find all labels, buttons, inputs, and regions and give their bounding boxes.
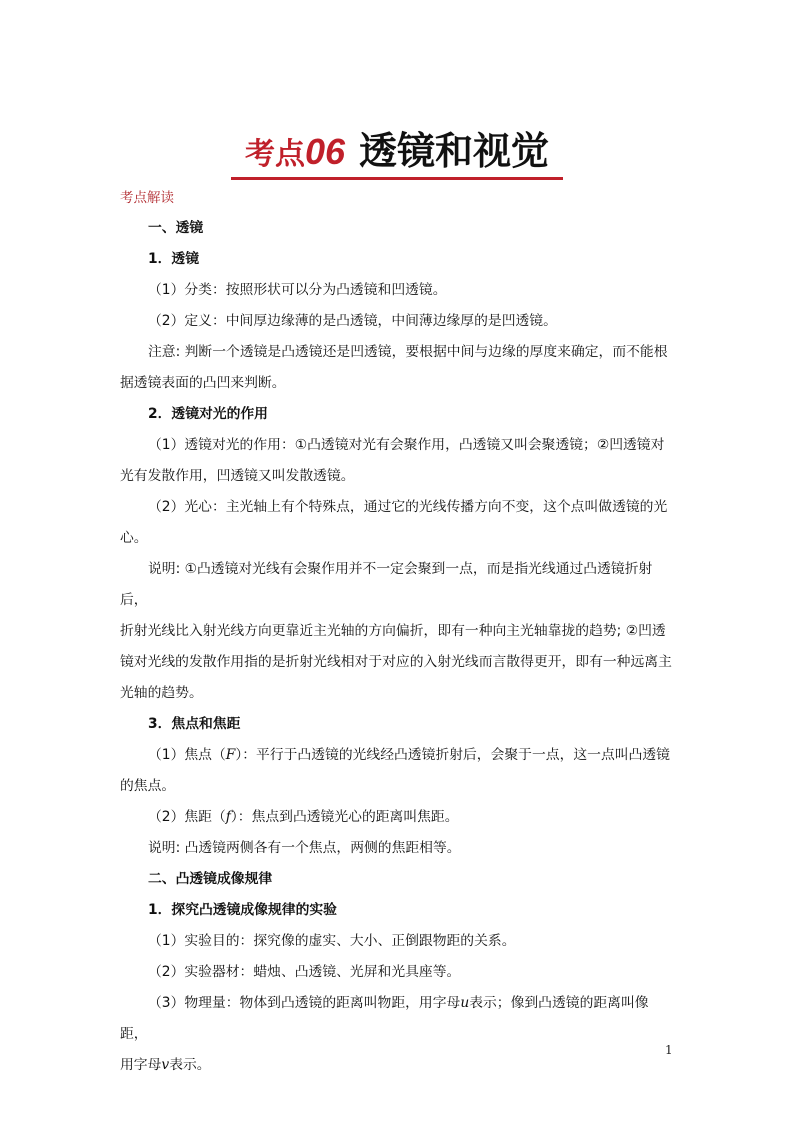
- para-equipment: （2）实验器材：蜡烛、凸透镜、光屏和光具座等。: [148, 964, 461, 980]
- page-title: [0, 120, 794, 180]
- para-optical-center-2: 心。: [120, 530, 148, 546]
- symbol-v: v: [161, 1057, 170, 1073]
- note-line-1: 注意: 判断一个透镜是凸透镜还是凹透镜，要根据中间与边缘的厚度来确定，而不能根: [148, 344, 668, 360]
- para-classification: （1）分类：按照形状可以分为凸透镜和凹透镜。: [148, 282, 447, 298]
- focus-pre: （1）焦点（: [148, 747, 226, 763]
- explain-focus: 说明: 凸透镜两侧各有一个焦点，两侧的焦距相等。: [148, 840, 461, 856]
- para-focus-1: [120, 740, 676, 771]
- page-number: 1: [665, 1043, 673, 1057]
- focal-pre: （2）焦距（: [148, 809, 226, 825]
- para-focus-2: 的焦点。: [120, 778, 176, 794]
- subheading-lens: 1．透镜: [148, 251, 199, 267]
- focal-post: ）：焦点到凸透镜光心的距离叫焦距。: [230, 809, 459, 825]
- subheading-focus: 3．焦点和焦距: [148, 716, 241, 732]
- para-light-effect-1: （1）透镜对光的作用：①凸透镜对光有会聚作用，凸透镜又叫会聚透镜；②凹透镜对: [148, 437, 665, 453]
- heading-lens: 一、透镜: [148, 220, 204, 236]
- para-quantity-2: [120, 1050, 676, 1081]
- explain-line-2: 折射光线比入射光线方向更靠近主光轴的方向偏折，即有一种向主光轴靠拢的趋势; ②凹透: [120, 623, 666, 639]
- quantity-pre: （3）物理量：物体到凸透镜的距离叫物距，用字母: [148, 995, 461, 1011]
- body-content: [120, 213, 676, 1081]
- note-line-2: 据透镜表面的凸凹来判断。: [120, 375, 286, 391]
- explain-line-3: 镜对光线的发散作用指的是折射光线相对于对应的入射光线而言散得更开，即有一种远离主: [120, 654, 672, 670]
- explain-line-4: 光轴的趋势。: [120, 685, 203, 701]
- quantity2-post: 表示。: [169, 1057, 211, 1073]
- focal-symbol: f: [225, 809, 231, 825]
- title-prefix: 考点: [244, 137, 305, 172]
- heading-imaging: 二、凸透镜成像规律: [148, 871, 273, 887]
- symbol-u: u: [460, 995, 470, 1011]
- focus-post: ）：平行于凸透镜的光线经凸透镜折射后，会聚于一点，这一点叫凸透镜: [235, 747, 670, 763]
- title-number: 06: [304, 131, 346, 172]
- title-underlined: [231, 120, 563, 180]
- focus-symbol: F: [225, 747, 236, 763]
- para-focal-length: [120, 802, 676, 833]
- quantity-post: 表示；像到凸透镜的距离叫像距，: [120, 995, 649, 1042]
- para-definition: （2）定义：中间厚边缘薄的是凸透镜，中间薄边缘厚的是凹透镜。: [148, 313, 557, 329]
- quantity2-pre: 用字母: [120, 1057, 162, 1073]
- para-optical-center-1: （2）光心：主光轴上有个特殊点，通过它的光线传播方向不变，这个点叫做透镜的光: [148, 499, 668, 515]
- title-topic: 透镜和视觉: [359, 128, 550, 173]
- subheading-lens-light: 2．透镜对光的作用: [148, 406, 268, 422]
- para-light-effect-2: 光有发散作用，凹透镜又叫发散透镜。: [120, 468, 355, 484]
- para-quantity-1: [120, 988, 676, 1050]
- section-tag: 考点解读: [120, 190, 174, 206]
- explain-line-1: 说明: ①凸透镜对光线有会聚作用并不一定会聚到一点，而是指光线通过凸透镜折射后，: [120, 561, 653, 608]
- para-purpose: （1）实验目的：探究像的虚实、大小、正倒跟物距的关系。: [148, 933, 516, 949]
- subheading-experiment: 1．探究凸透镜成像规律的实验: [148, 902, 337, 918]
